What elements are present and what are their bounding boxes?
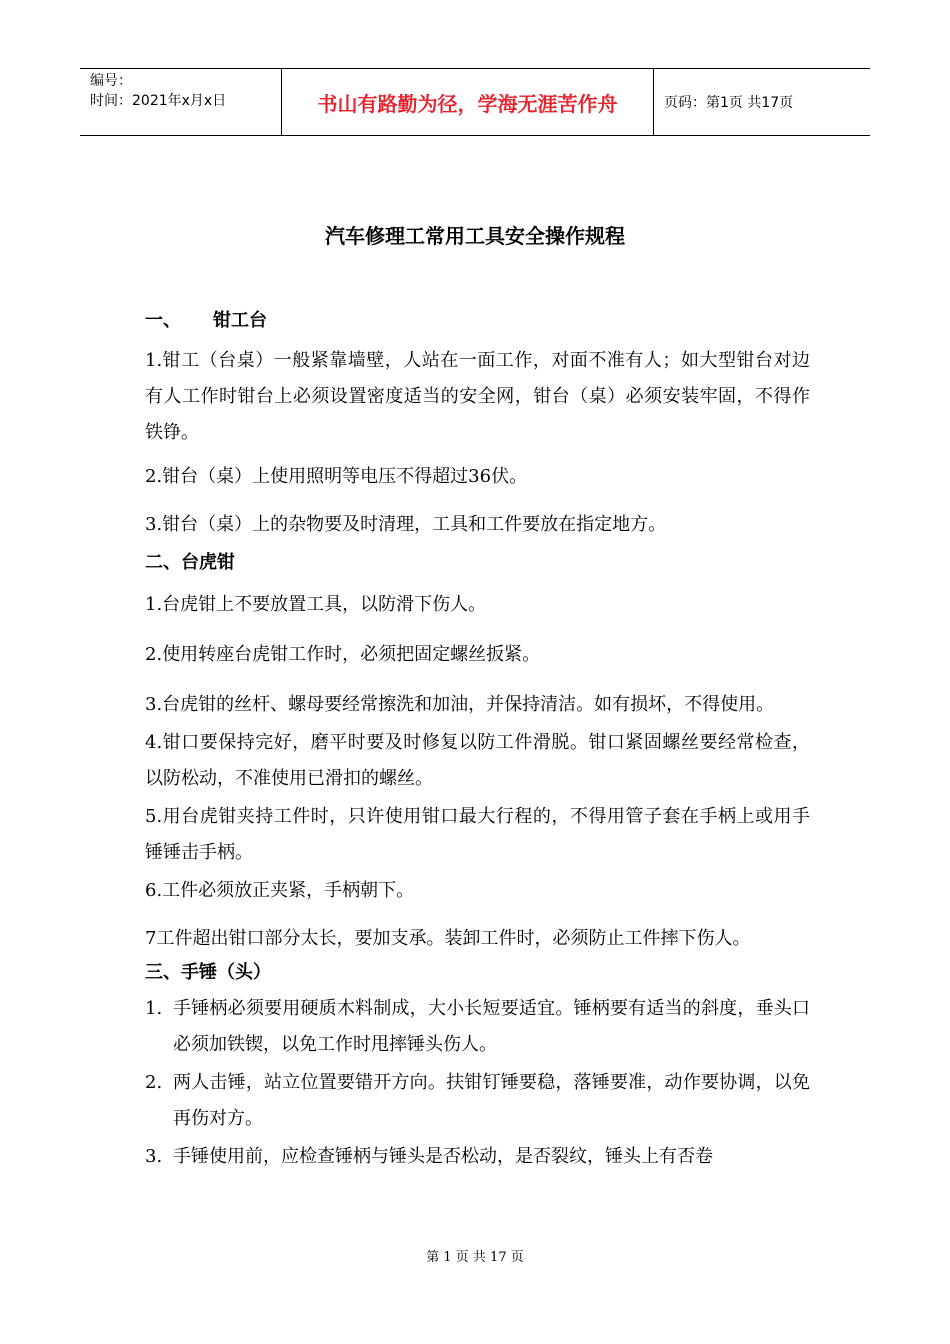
- item-text: 手锤使用前，应检查锤柄与锤头是否松动，是否裂纹，锤头上有否卷: [173, 1146, 713, 1167]
- section-heading-text: 钳工台: [213, 310, 267, 331]
- paragraph: 2.使用转座台虎钳工作时，必须把固定螺丝扳紧。: [145, 644, 541, 665]
- number-label: 编号：: [90, 73, 132, 89]
- section-heading-2: 二、台虎钳: [145, 552, 235, 573]
- section-heading-1: [145, 305, 810, 337]
- paragraph: 1.台虎钳上不要放置工具，以防滑下伤人。: [145, 594, 487, 615]
- document-title: 汽车修理工常用工具安全操作规程: [325, 224, 625, 248]
- numbered-item: [145, 991, 810, 1063]
- paragraph: 3.台虎钳的丝杆、螺母要经常擦洗和加油，并保持清洁。如有损坏，不得使用。: [145, 694, 775, 715]
- paragraph: 5.用台虎钳夹持工件时，只许使用钳口最大行程的，不得用管子套在手柄上或用手锤锤击手柄。: [145, 806, 810, 863]
- header-motto: 书山有路勤为径，学海无涯苦作舟: [282, 69, 654, 135]
- header-meta: [80, 69, 282, 135]
- item-number: 2.: [145, 1072, 163, 1093]
- item-number: 1.: [145, 998, 163, 1019]
- paragraph: 6.工件必须放正夹紧，手柄朝下。: [145, 880, 415, 901]
- page-footer: 第 1 页 共 17 页: [426, 1250, 524, 1265]
- paragraph: 7工件超出钳口部分太长，要加支承。装卸工件时，必须防止工件摔下伤人。: [145, 928, 751, 949]
- item-text: 两人击锤，站立位置要错开方向。扶钳钉锤要稳，落锤要准，动作要协调，以免再伤对方。: [173, 1072, 810, 1129]
- item-number: 3.: [145, 1146, 163, 1167]
- paragraph: 1.钳工（台桌）一般紧靠墙壁，人站在一面工作，对面不准有人；如大型钳台对边有人工作时钳台上必须设置密度适当的安全网，钳台（桌）必须安装牢固，不得作铁铮。: [145, 350, 810, 443]
- numbered-item: [145, 1139, 810, 1175]
- paragraph: 4.钳口要保持完好，磨平时要及时修复以防工件滑脱。钳口紧固螺丝要经常检查，以防松动，不准使用已滑扣的螺丝。: [145, 732, 810, 789]
- paragraph: 2.钳台（桌）上使用照明等电压不得超过36伏。: [145, 466, 528, 487]
- header-page-info: 页码：第1页 共17页: [664, 95, 794, 111]
- time-label: 时间：2021年x月x日: [90, 93, 227, 109]
- paragraph: 3.钳台（桌）上的杂物要及时清理，工具和工件要放在指定地方。: [145, 514, 667, 535]
- document-header: [80, 68, 870, 136]
- section-heading-number: 一、: [145, 310, 181, 331]
- item-text: 手锤柄必须要用硬质木料制成，大小长短要适宜。锤柄要有适当的斜度，垂头口必须加铁锲，以免工作时甩摔锤头伤人。: [173, 998, 810, 1055]
- section-heading-3: 三、手锤（头）: [145, 962, 271, 983]
- numbered-item: [145, 1065, 810, 1137]
- document-body: [145, 305, 810, 1175]
